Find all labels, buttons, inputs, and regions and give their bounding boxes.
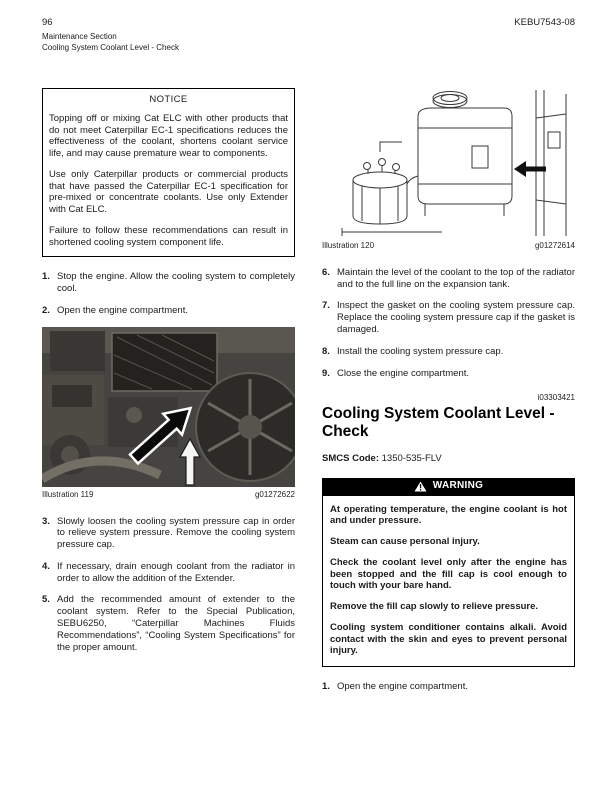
step-item	[322, 368, 575, 380]
step-text: Close the engine compartment.	[337, 367, 470, 379]
step-number: 2.	[42, 304, 50, 316]
warning-title: WARNING	[432, 480, 484, 492]
subsection-title: Cooling System Coolant Level - Check	[42, 43, 179, 52]
section-title: Maintenance Section	[42, 32, 117, 41]
page-number: 96	[42, 17, 53, 28]
procedure-steps	[42, 271, 295, 316]
smcs-label: SMCS Code:	[322, 452, 382, 464]
step-item	[42, 305, 295, 317]
smcs-code	[322, 453, 575, 465]
step-item	[42, 561, 295, 585]
warning-box	[322, 478, 575, 668]
illustration-code: g01272614	[534, 241, 575, 250]
step-text: Add the recommended amount of extender to the coolant system. Refer to the Special Publication, SEBU6250, “Caterpillar Machines Fluids Recommendations”, “Cooling System Specifications” for the proper amount.	[57, 594, 295, 653]
illustration-caption	[42, 490, 295, 500]
step-text: Maintain the level of the coolant to the top of the radiator and to the full line on the expansion tank.	[337, 266, 575, 290]
illustration-119-figure	[42, 327, 295, 500]
notice-paragraph: Use only Caterpillar products or commercial products that have passed the Caterpillar EC-1 specification for pre-mixed or concentrate coolants. Use only Extender with Cat ELC.	[49, 168, 288, 216]
step-number: 9.	[322, 367, 330, 379]
step-item	[322, 267, 575, 291]
step-text: Slowly loosen the cooling system pressure cap in order to relieve system pressure. Remove the cooling system pressure cap.	[57, 515, 295, 551]
engine-compartment-photo	[42, 327, 295, 487]
step-text: Open the engine compartment.	[337, 681, 468, 693]
step-number: 7.	[322, 300, 330, 312]
notice-paragraph: Failure to follow these recommendations can result in shortened cooling system component life.	[49, 224, 288, 248]
illustration-code: g01272622	[254, 489, 295, 499]
expansion-tank-drawing	[322, 88, 575, 238]
step-item	[322, 681, 575, 693]
step-number: 1.	[42, 271, 50, 283]
step-number: 4.	[42, 560, 50, 572]
step-number: 6.	[322, 266, 330, 278]
warning-header	[322, 478, 575, 496]
illustration-caption	[322, 241, 575, 251]
doc-code: KEBU7543-08	[514, 17, 575, 28]
step-item	[322, 300, 575, 335]
illustration-label: Illustration 119	[42, 489, 94, 499]
left-column	[42, 88, 295, 653]
step-number: 1.	[322, 681, 330, 693]
warning-paragraph: Remove the fill cap slowly to relieve pressure.	[330, 601, 539, 613]
step-text: Inspect the gasket on the cooling system pressure cap. Replace the cooling system pressure cap if the gasket is damaged.	[337, 300, 575, 335]
step-text: If necessary, drain enough coolant from the radiator in order to allow the addition of the Extender.	[57, 560, 295, 584]
step-text: Open the engine compartment.	[57, 304, 188, 316]
warning-paragraph: Steam can cause personal injury.	[330, 536, 480, 548]
procedure-steps	[322, 267, 575, 379]
publication-ref-id: i03303421	[537, 393, 575, 403]
step-item	[42, 516, 295, 551]
step-text: Install the cooling system pressure cap.	[337, 345, 504, 357]
step-number: 5.	[42, 594, 50, 606]
step-item	[42, 271, 295, 295]
notice-title: NOTICE	[149, 94, 188, 105]
step-item	[322, 346, 575, 358]
warning-paragraph: Check the coolant level only after the engine has been stopped and the fill cap is cool enough to touch with your bare hand.	[330, 556, 567, 592]
step-text: Stop the engine. Allow the cooling system to completely cool.	[57, 271, 295, 295]
notice-box	[42, 88, 295, 257]
step-number: 3.	[42, 515, 50, 527]
warning-triangle-icon	[414, 481, 427, 492]
step-item	[42, 594, 295, 653]
warning-body	[322, 496, 575, 668]
page-header	[42, 17, 575, 52]
warning-paragraph: At operating temperature, the engine coolant is hot and under pressure.	[330, 503, 567, 527]
step-number: 8.	[322, 345, 330, 357]
illustration-label: Illustration 120	[322, 241, 375, 250]
warning-paragraph: Cooling system conditioner contains alkali. Avoid contact with the skin and eyes to prevent personal injury.	[330, 621, 567, 657]
illustration-120-figure	[322, 88, 575, 251]
procedure-steps	[42, 516, 295, 654]
article-title: Cooling System Coolant Level - Check	[322, 405, 555, 441]
smcs-value: 1350-535-FLV	[381, 452, 442, 464]
right-column	[322, 88, 575, 693]
notice-paragraph: Topping off or mixing Cat ELC with other products that do not meet Caterpillar EC-1 specifications reduces the effectiveness of the coolant, shortens coolant service life, and may cause premature wear to components.	[49, 112, 288, 160]
procedure-steps	[322, 681, 575, 693]
